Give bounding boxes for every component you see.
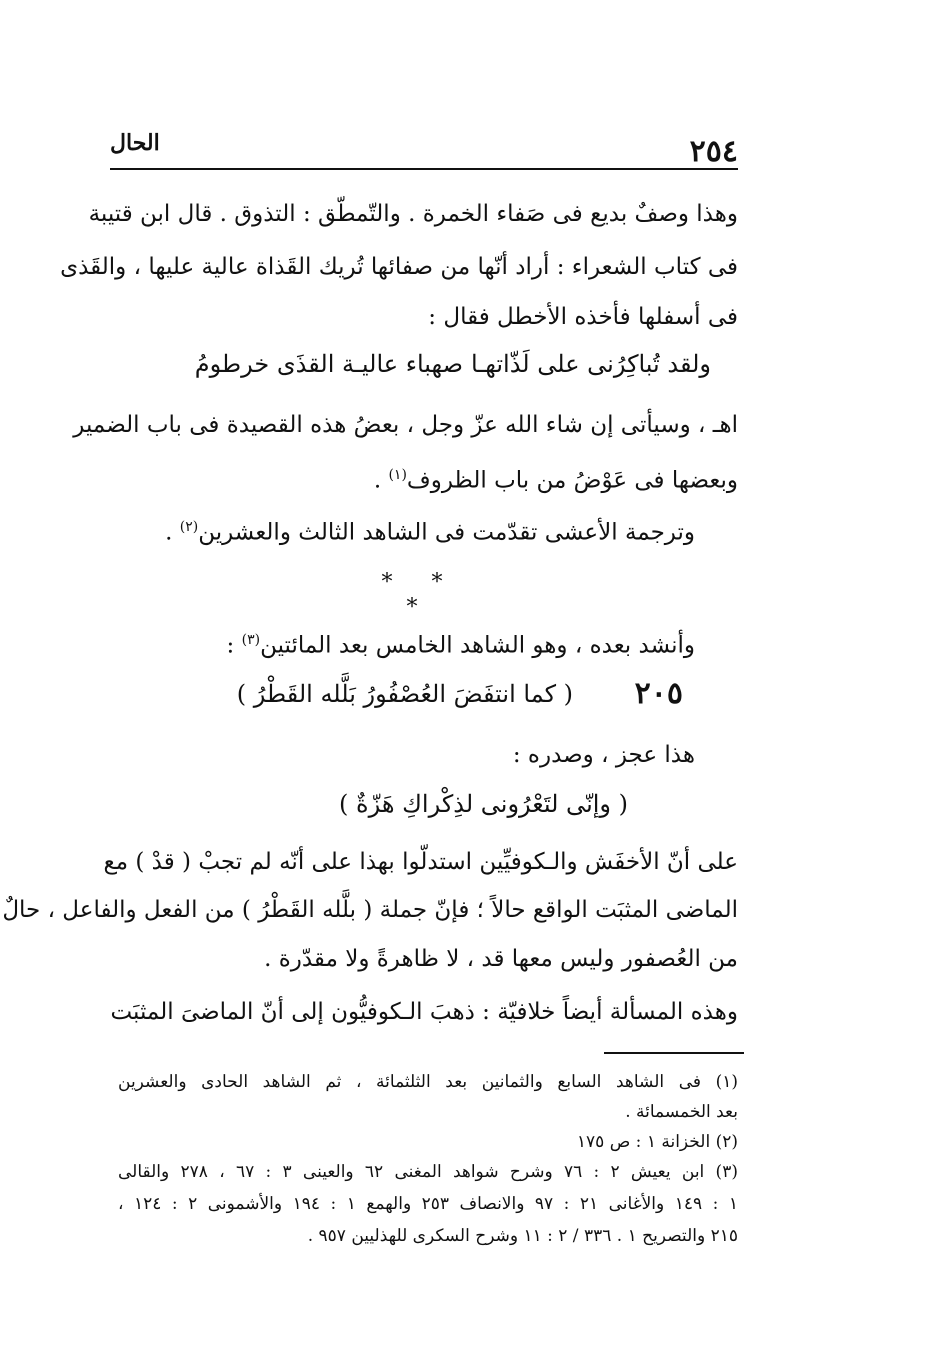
shahid-verse: ( كما انتفَضَ العُصْفُورُ بَلَّله القَطْرُ ) [236,680,573,708]
verse-hemistich-1: ولقد تُباكِرُنى على لَذّاتهـا [470,350,711,378]
running-title: الحال [110,130,160,156]
footnote-3-line-3: ٢١٥ والتصريح ١ . ٣٣٦ / ٢ : ١١ وشرح السكرى للهذليين ٩٥٧ . [307,1226,738,1246]
sadr-verse: ( وإنّى لتَعْرُونى لذِكْراكِ هَزّةٌ ) [339,790,628,818]
section-separator: * * * [381,570,459,620]
page-number: ٢٥٤ [689,134,738,169]
page-header [110,128,738,168]
body-line-9: على أنّ الأخفَش والـكوفيِّين استدلّوا بهذا على أنّه لم تجبْ ( قدْ ) مع [103,849,738,875]
footnote-ref-1: (١) [388,467,407,483]
header-rule [110,168,738,170]
body-line-6 [118,510,695,550]
body-line-8: هذا عجز ، وصدره : [512,742,695,768]
footnote-3-line-2: ١ : ١٤٩ والأغانى ٢١ : ٩٧ والانصاف ٢٥٣ والهمع ١ : ١٩٤ والأشمونى ٢ : ١٢٤ ، [118,1194,738,1214]
body-line-6-text: وترجمة الأعشى تقدّمت فى الشاهد الثالث والعشرين [198,519,695,546]
body-line-7 [118,623,695,663]
body-line-5 [118,458,738,498]
body-line-1: وهذا وصفٌ بديع فى صَفاء الخمرة . والتّمطّق : التذوق . قال ابن قتيبة [88,201,738,227]
body-line-6-end: . [165,519,180,546]
footnote-ref-2: (٢) [179,519,199,535]
body-line-11: من العُصفور وليس معها قد ، لا ظاهرةً ولا مقدّرة . [264,946,738,972]
body-line-10: الماضى المثبَت الواقع حالاً ؛ فإنّ جملة ( بلَّله القَطْرُ ) من الفعل والفاعل ، حالٌ [2,897,738,923]
body-line-5-end: . [373,467,389,494]
footnote-rule [604,1052,744,1054]
body-line-4: اهـ ، وسيأتى إن شاء الله عزّ وجل ، بعضُ هذه القصيدة فى باب الضمير [73,412,738,438]
body-line-7-end: : [226,632,242,659]
verse-hemistich-2: صهباء عاليـة القذَى خرطومُ [194,350,463,378]
footnote-2: (٢) الخزانة ١ : ص ١٧٥ [576,1132,738,1152]
body-line-3: فى أسفلها فأخذه الأخطل فقال : [428,304,738,330]
shahid-number: ٢٠٥ [634,676,683,711]
body-line-12: وهذه المسألة أيضاً خلافيّة : ذهبَ الـكوفيُّون إلى أنّ الماضىَ المثبَت [110,999,738,1025]
body-line-7-text: وأنشد بعده ، وهو الشاهد الخامس بعد المائتين [260,632,695,659]
footnote-1-line-1: (١) فى الشاهد السابع والثمانين بعد الثلثمائة ، ثم الشاهد الحادى والعشرين [118,1072,738,1092]
body-line-2: فى كتاب الشعراء : أراد أنّها من صفائها تُريك القَذاة عالية عليها ، والقَذى [60,254,738,280]
footnote-1-line-2: بعد الخمسمائة . [625,1102,738,1122]
body-line-5-text: وبعضها فى عَوْضُ من باب الظروف [406,467,738,494]
footnote-ref-3: (٣) [241,632,261,648]
footnote-3-line-1: (٣) ابن يعيش ٢ : ٧٦ وشرح شواهد المغنى ٦٢ والعينى ٣ : ٦٧ ، ٢٧٨ والقالى [118,1162,738,1182]
